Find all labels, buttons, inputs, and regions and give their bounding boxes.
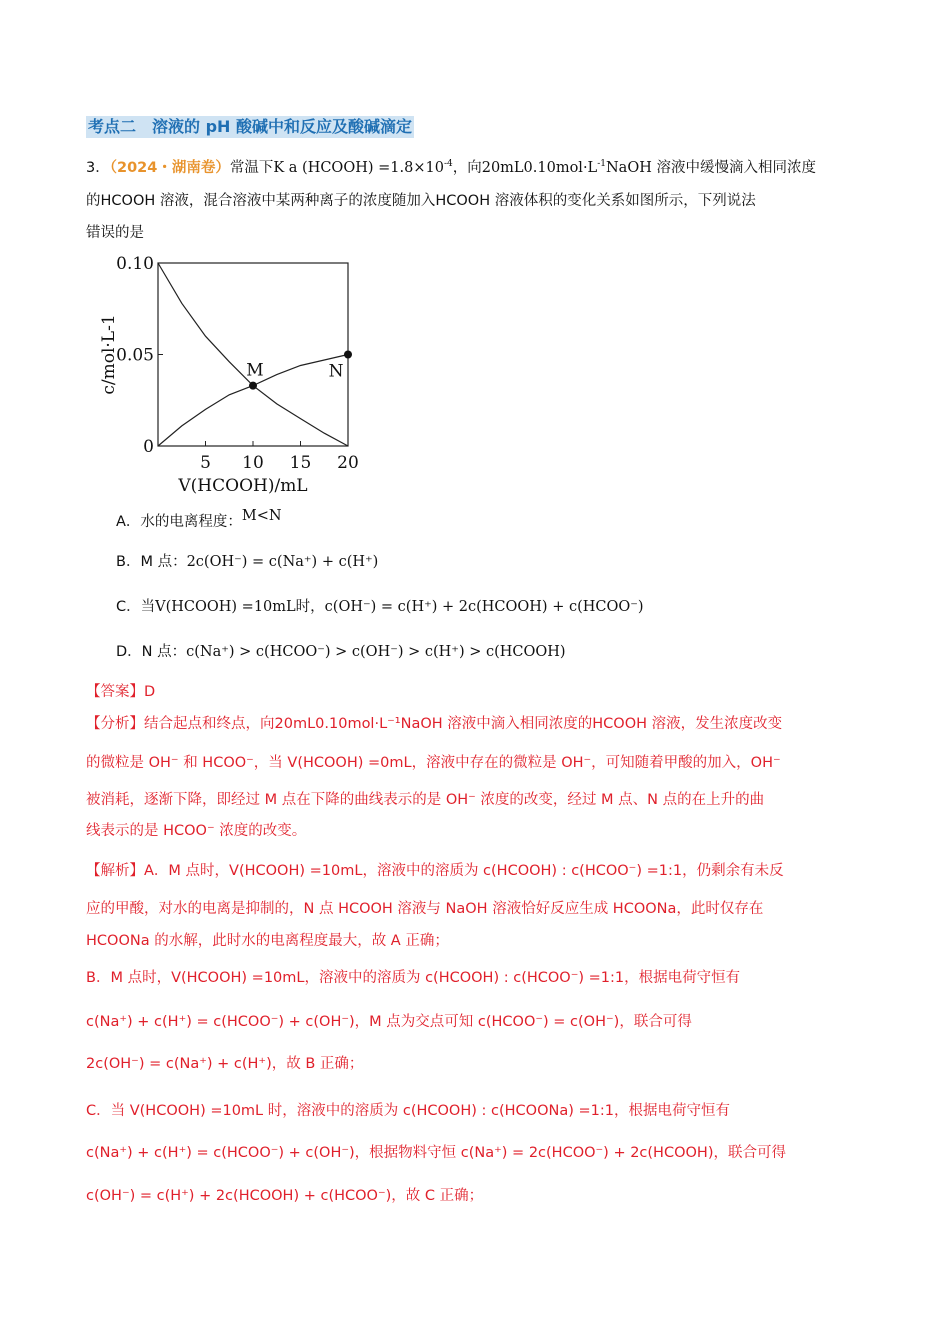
explanation-line-b2: c(Na⁺) + c(H⁺) = c(HCOO⁻) + c(OH⁻)，M 点为交点可知 c(HCOO⁻) = c(OH⁻)，联合可得 <box>86 1014 692 1030</box>
option-d[interactable] <box>116 641 566 663</box>
naoh-formula: NaOH <box>605 159 652 176</box>
question-text: 常温下 <box>229 159 274 176</box>
explanation-label: 【解析】 <box>86 863 144 879</box>
analysis-text: 结合起点和终点，向20mL0.10mol·L⁻¹NaOH 溶液中滴入相同浓度的HCOOH 溶液，发生浓度改变 <box>144 716 783 732</box>
explanation-line-c3: c(OH⁻) = c(H⁺) + 2c(HCOOH) + c(HCOO⁻)，故 C 正确； <box>86 1188 484 1204</box>
analysis-line-4: 线表示的是 HCOO⁻ 浓度的改变。 <box>86 823 307 839</box>
answer-line <box>86 681 155 703</box>
answer-value: D <box>144 684 156 700</box>
ka-expression <box>273 160 452 176</box>
explanation-line-a1 <box>86 860 784 882</box>
explanation-line-c1: C．当 V(HCOOH) =10mL 时，溶液中的溶质为 c(HCOOH) : c(HCOONa) =1:1，根据电荷守恒有 <box>86 1103 730 1119</box>
option-c-formula-a: V(HCOOH) =10mL <box>155 599 296 615</box>
option-c-text-b: 时， <box>295 599 325 615</box>
option-b-letter: B． <box>116 554 141 570</box>
option-a-letter: A． <box>116 514 141 530</box>
explanation-line-c2: c(Na⁺) + c(H⁺) = c(HCOO⁻) + c(OH⁻)，根据物料守恒 c(Na⁺) = 2c(HCOO⁻) + 2c(HCOOH)，联合可得 <box>86 1145 786 1161</box>
y-axis-label: c/mol·L-1 <box>99 314 119 395</box>
option-b[interactable] <box>116 551 378 573</box>
analysis-line-2: 的微粒是 OH⁻ 和 HCOO⁻，当 V(HCOOH) =0mL，溶液中存在的微粒是 OH⁻，可知随着甲酸的加入，OH⁻ <box>86 755 781 771</box>
y-tick-label: 0.05 <box>116 345 154 366</box>
ka-formula: K a (HCOOH) =1.8×10 <box>273 159 444 176</box>
analysis-label: 【分析】 <box>86 716 144 732</box>
option-a-formula: M<N <box>241 508 282 524</box>
answer-label: 【答案】 <box>86 684 144 700</box>
option-c-letter: C． <box>116 599 141 615</box>
ka-exponent: -4 <box>443 159 453 169</box>
explanation-line-a3: HCOONa 的水解，此时水的电离程度最大，故 A 正确； <box>86 933 449 949</box>
option-c-text: 当 <box>140 599 156 615</box>
point-label-m: M <box>246 360 264 381</box>
option-a-text: 水的电离程度： <box>140 514 242 530</box>
option-c-formula-b: c(OH⁻) = c(H⁺) + 2c(HCOOH) + c(HCOO⁻) <box>324 599 644 615</box>
option-c[interactable] <box>116 596 644 618</box>
naoh-exponent: -1 <box>597 159 606 169</box>
x-tick-label: 10 <box>242 453 264 473</box>
analysis-line-3: 被消耗，逐渐下降，即经过 M 点在下降的曲线表示的是 OH⁻ 浓度的改变，经过 M 点、N 点的在上升的曲 <box>86 792 765 808</box>
option-a[interactable] <box>116 508 282 533</box>
question-text: ，向 <box>452 159 482 176</box>
y-tick-label: 0 <box>143 437 154 457</box>
question-line-2: 的HCOOH 溶液，混合溶液中某两种离子的浓度随加入HCOOH 溶液体积的变化关系如图所示，下列说法 <box>86 193 756 209</box>
series-line-1 <box>158 263 348 446</box>
question-text: 溶液中缓慢滴入相同浓度 <box>651 159 816 176</box>
naoh-expression <box>482 160 652 176</box>
explanation-text: A．M 点时，V(HCOOH) =10mL，溶液中的溶质为 c(HCOOH) : c(HCOO⁻) =1:1，仍剩余有未反 <box>144 863 784 879</box>
x-tick-label: 5 <box>200 453 211 473</box>
question-number: 3． <box>86 159 110 176</box>
question-line-3: 错误的是 <box>86 225 144 241</box>
question-source: （2024・湖南卷） <box>109 159 230 176</box>
analysis-line-1 <box>86 713 782 735</box>
explanation-line-b3: 2c(OH⁻) = c(Na⁺) + c(H⁺)，故 B 正确； <box>86 1056 364 1072</box>
x-tick-label: 15 <box>289 453 312 473</box>
option-b-formula: 2c(OH⁻) = c(Na⁺) + c(H⁺) <box>186 554 379 570</box>
x-tick-label: 20 <box>337 453 359 473</box>
x-axis-label: V(HCOOH)/mL <box>178 476 308 496</box>
concentration-chart <box>90 250 380 500</box>
section-heading: 考点二 溶液的 pH 酸碱中和反应及酸碱滴定 <box>88 117 412 136</box>
option-d-letter: D． <box>116 644 142 660</box>
y-tick-label: 0.10 <box>116 254 154 274</box>
point-label-n: N <box>328 361 344 382</box>
naoh-conc: 20mL0.10mol·L <box>481 159 598 176</box>
explanation-line-b1: B．M 点时，V(HCOOH) =10mL，溶液中的溶质为 c(HCOOH) : c(HCOO⁻) =1:1，根据电荷守恒有 <box>86 970 741 986</box>
option-d-formula: c(Na⁺) > c(HCOO⁻) > c(OH⁻) > c(H⁺) > c(HCOOH) <box>186 644 566 660</box>
plot-frame <box>158 263 348 446</box>
question-line-1 <box>86 153 816 179</box>
point-n <box>344 351 352 359</box>
explanation-line-a2: 应的甲酸，对水的电离是抑制的，N 点 HCOOH 溶液与 NaOH 溶液恰好反应生成 HCOONa，此时仅存在 <box>86 901 764 917</box>
option-b-text: M 点： <box>140 554 187 570</box>
option-d-text: N 点： <box>141 644 187 660</box>
point-m <box>249 382 257 390</box>
